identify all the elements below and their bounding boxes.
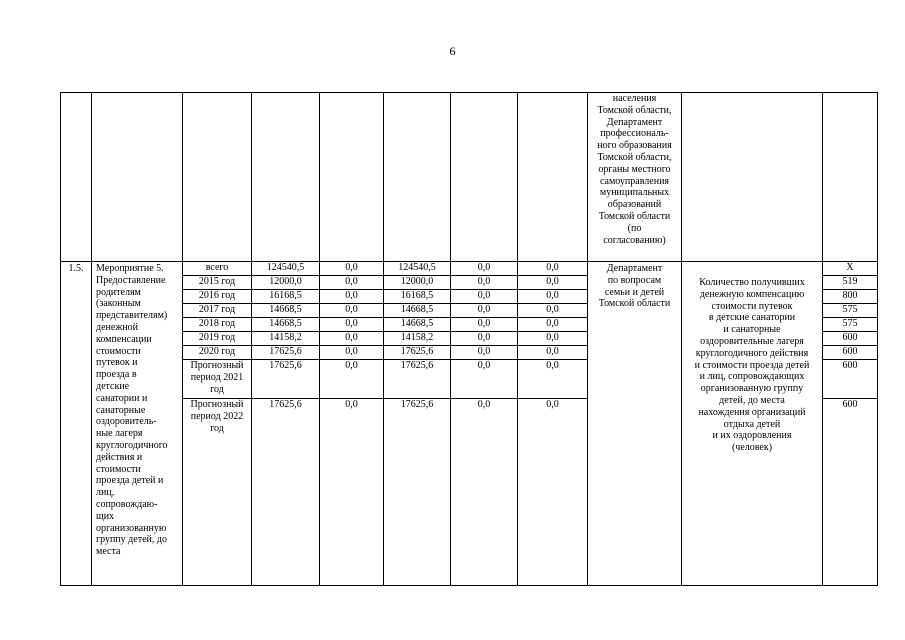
period-cell: 2017 год bbox=[198, 304, 236, 315]
local-cell: 0,0 bbox=[477, 346, 491, 357]
federal-cell: 0,0 bbox=[345, 360, 358, 371]
indicator-value-cell: 519 bbox=[842, 276, 858, 287]
total-cell: 14158,2 bbox=[269, 332, 302, 343]
continuation-responsible: населения Томской области, Департамент профессиональ- ного образования Томской области, органы местного самоуправления муниципальных образований Томской области (по согласованию) bbox=[597, 93, 672, 246]
period-cell: 2016 год bbox=[198, 290, 236, 301]
other-cell: 0,0 bbox=[546, 332, 559, 343]
regional-cell: 14158,2 bbox=[400, 332, 434, 343]
table-border-bottom bbox=[60, 585, 878, 586]
federal-cell: 0,0 bbox=[345, 318, 358, 329]
period-cell: всего bbox=[205, 262, 229, 273]
total-cell: 12000,0 bbox=[269, 276, 302, 287]
indicator-value-cell: Х bbox=[846, 262, 854, 273]
table-border-top bbox=[60, 92, 878, 93]
total-cell: 124540,5 bbox=[266, 262, 305, 273]
measure-name: Мероприятие 5. Предоставление родителям (законным представителям) денежной компенсации стоимости путевок и проезда в детские санатории и санаторные оздоровитель- ные лагеря круглогодичного действия и стоимости проезда детей и лиц, сопровождаю- щих организованную группу детей, до места bbox=[96, 263, 168, 558]
local-cell: 0,0 bbox=[477, 262, 491, 273]
total-cell: 14668,5 bbox=[269, 318, 302, 329]
indicator-value-cell: 800 bbox=[842, 290, 858, 301]
indicator-name: Количество получивших денежную компенсацию стоимости путевок в детские санатории и санаторные оздоровительные лагеря круглогодичного действия и стоимости проезда детей и лиц, сопровождающих организованную группу детей, до места нахождения организаций отдыха детей и их оздоровления (человек) bbox=[694, 277, 810, 454]
federal-cell: 0,0 bbox=[345, 304, 358, 315]
total-cell: 16168,5 bbox=[269, 290, 302, 301]
other-cell: 0,0 bbox=[546, 399, 559, 410]
period-cell: Прогнозный период 2022 год bbox=[190, 399, 244, 434]
indicator-value-cell: 575 bbox=[842, 304, 858, 315]
total-cell: 17625,6 bbox=[269, 346, 302, 357]
federal-cell: 0,0 bbox=[345, 332, 358, 343]
other-cell: 0,0 bbox=[546, 276, 559, 287]
federal-cell: 0,0 bbox=[345, 346, 358, 357]
table-border-right bbox=[877, 92, 878, 586]
indicator-value-cell: 600 bbox=[842, 346, 858, 357]
other-cell: 0,0 bbox=[546, 346, 559, 357]
regional-cell: 16168,5 bbox=[400, 290, 434, 301]
total-cell: 17625,6 bbox=[269, 399, 302, 410]
indicator-value-cell: 600 bbox=[842, 332, 858, 343]
page-number: 6 bbox=[449, 44, 456, 58]
total-cell: 17625,6 bbox=[269, 360, 302, 371]
regional-cell: 17625,6 bbox=[400, 360, 434, 371]
regional-cell: 14668,5 bbox=[400, 318, 434, 329]
indicator-value-cell: 575 bbox=[842, 318, 858, 329]
total-cell: 14668,5 bbox=[269, 304, 302, 315]
local-cell: 0,0 bbox=[477, 318, 491, 329]
other-cell: 0,0 bbox=[546, 318, 559, 329]
federal-cell: 0,0 bbox=[345, 276, 358, 287]
local-cell: 0,0 bbox=[477, 290, 491, 301]
row-number: 1.5. bbox=[68, 263, 84, 274]
regional-cell: 17625,6 bbox=[400, 346, 434, 357]
responsible-executor: Департамент по вопросам семьи и детей Томской области bbox=[598, 263, 671, 310]
local-cell: 0,0 bbox=[477, 360, 491, 371]
federal-cell: 0,0 bbox=[345, 399, 358, 410]
other-cell: 0,0 bbox=[546, 262, 559, 273]
local-cell: 0,0 bbox=[477, 276, 491, 287]
period-cell: 2020 год bbox=[198, 346, 236, 357]
indicator-value-cell: 600 bbox=[842, 360, 858, 371]
other-cell: 0,0 bbox=[546, 304, 559, 315]
other-cell: 0,0 bbox=[546, 290, 559, 301]
period-cell: 2019 год bbox=[198, 332, 236, 343]
regional-cell: 124540,5 bbox=[398, 262, 436, 273]
federal-cell: 0,0 bbox=[345, 290, 358, 301]
federal-cell: 0,0 bbox=[345, 262, 358, 273]
regional-cell: 17625,6 bbox=[400, 399, 434, 410]
period-cell: Прогнозный период 2021 год bbox=[190, 360, 244, 395]
other-cell: 0,0 bbox=[546, 360, 559, 371]
local-cell: 0,0 bbox=[477, 332, 491, 343]
local-cell: 0,0 bbox=[477, 304, 491, 315]
column-divider bbox=[91, 92, 92, 586]
table-border-left bbox=[60, 92, 61, 586]
period-cell: 2018 год bbox=[198, 318, 236, 329]
period-cell: 2015 год bbox=[198, 276, 236, 287]
local-cell: 0,0 bbox=[477, 399, 491, 410]
regional-cell: 12000,0 bbox=[400, 276, 434, 287]
indicator-value-cell: 600 bbox=[842, 399, 858, 410]
regional-cell: 14668,5 bbox=[400, 304, 434, 315]
